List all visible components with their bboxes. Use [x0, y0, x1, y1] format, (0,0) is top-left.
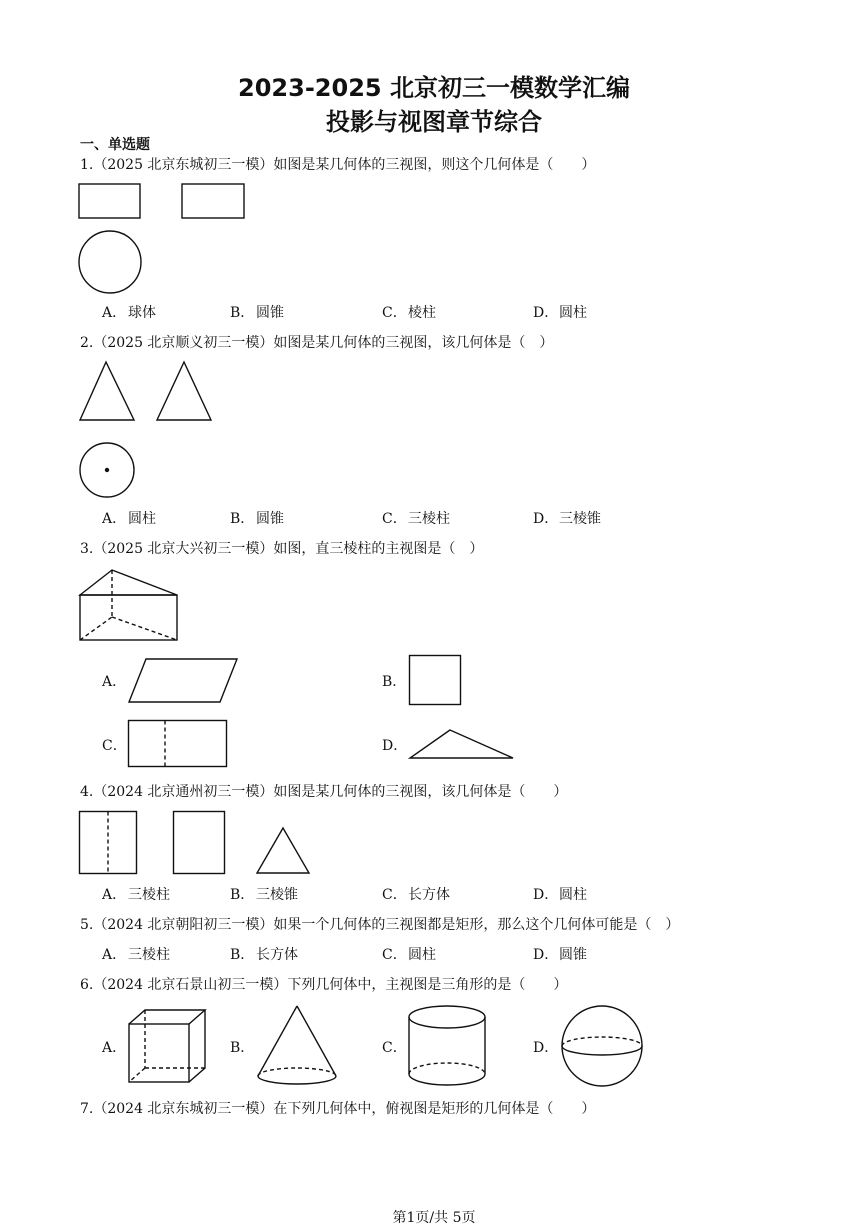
question-3-option-b-square[interactable] [408, 654, 464, 708]
question-6-option-b-label[interactable]: B． [230, 1040, 255, 1056]
question-6-option-a-label[interactable]: A． [102, 1040, 127, 1056]
q3a-parallelogram-shape [129, 659, 237, 702]
q3-hidden-edge-left [80, 617, 112, 640]
question-6-option-b-cone[interactable] [256, 1004, 340, 1088]
q6d-sphere-equator-front [562, 1046, 642, 1055]
question-4-option-a[interactable]: A． 三棱柱 [102, 887, 170, 903]
question-1-option-b[interactable]: B． 圆锥 [230, 305, 284, 321]
question-5-option-c[interactable]: C．圆柱 [382, 947, 436, 963]
question-1-stem: 1.（2025 北京东城初三一模）如图是某几何体的三视图，则这个几何体是（ ） [80, 157, 596, 173]
question-4-option-d[interactable]: D．圆柱 [533, 887, 587, 903]
q3c-rectangle-shape [129, 721, 227, 767]
question-5-option-d[interactable]: D．圆锥 [533, 947, 587, 963]
q4-side-view-rectangle [174, 812, 225, 874]
q1-front-view-rectangle [79, 184, 140, 218]
q1-top-view-circle [79, 231, 141, 293]
question-3-option-b-label[interactable]: B． [382, 674, 407, 690]
question-6-option-d-label[interactable]: D． [533, 1040, 559, 1056]
question-1-option-d[interactable]: D．圆柱 [533, 305, 587, 321]
q6b-cone-base-front [258, 1076, 336, 1084]
question-2-option-a[interactable]: A． 圆柱 [102, 511, 156, 527]
question-2-option-c[interactable]: C．三棱柱 [382, 511, 450, 527]
question-4-option-b[interactable]: B． 三棱锥 [230, 887, 298, 903]
question-5-option-a[interactable]: A． 三棱柱 [102, 947, 170, 963]
question-1-option-a[interactable]: A． 球体 [102, 305, 156, 321]
question-2-option-b[interactable]: B． 圆锥 [230, 511, 284, 527]
question-3-option-c-label[interactable]: C． [102, 738, 127, 754]
question-4-stem: 4.（2024 北京通州初三一模）如图是某几何体的三视图，该几何体是（ ） [80, 784, 568, 800]
question-6-option-c-cylinder[interactable] [407, 1004, 489, 1088]
question-4-option-c[interactable]: C．长方体 [382, 887, 450, 903]
q6b-cone-left-side [258, 1006, 297, 1076]
document-title: 2023-2025 北京初三一模数学汇编 [238, 74, 630, 102]
q4-top-view-triangle [257, 828, 309, 873]
question-2-stem: 2.（2025 北京顺义初三一模）如图是某几何体的三视图，该几何体是（ ） [80, 335, 554, 351]
question-3-option-a-parallelogram[interactable] [128, 657, 240, 705]
q3b-square-shape [410, 656, 461, 705]
q3-hidden-edge-right [112, 617, 177, 640]
question-1-option-c[interactable]: C．棱柱 [382, 305, 436, 321]
q1-side-view-rectangle [182, 184, 244, 218]
q6a-cube-top-edges [129, 1010, 205, 1024]
question-5-option-b[interactable]: B． 长方体 [230, 947, 298, 963]
question-2-three-views-figure [78, 360, 218, 500]
question-6-stem: 6.（2024 北京石景山初三一模）下列几何体中，主视图是三角形的是（ ） [80, 977, 568, 993]
question-5-stem: 5.（2024 北京朝阳初三一模）如果一个几何体的三视图都是矩形，那么这个几何体可能是（ ） [80, 917, 680, 933]
question-2-option-d[interactable]: D．三棱锥 [533, 511, 601, 527]
q6c-cylinder-bottom-front [409, 1074, 485, 1085]
q6b-cone-base-back [258, 1068, 336, 1076]
question-6-option-d-sphere[interactable] [560, 1004, 646, 1090]
q6d-sphere-equator-back [562, 1037, 642, 1046]
q3d-triangle-shape [410, 730, 513, 758]
q6b-cone-right-side [297, 1006, 336, 1076]
q2-center-dot [105, 468, 109, 472]
question-3-option-a-label[interactable]: A． [102, 674, 127, 690]
q6c-cylinder-bottom-back [409, 1063, 485, 1074]
question-3-option-d-triangle[interactable] [409, 728, 517, 762]
question-3-prism-figure [78, 568, 182, 644]
question-3-option-d-label[interactable]: D． [382, 738, 408, 754]
document-subtitle: 投影与视图章节综合 [326, 108, 542, 136]
question-7-stem: 7.（2024 北京东城初三一模）在下列几何体中，俯视图是矩形的几何体是（ ） [80, 1101, 596, 1117]
q6d-sphere-outline [562, 1006, 642, 1086]
question-6-option-c-label[interactable]: C． [382, 1040, 407, 1056]
question-1-three-views-figure [78, 183, 248, 299]
question-3-stem: 3.（2025 北京大兴初三一模）如图，直三棱柱的主视图是（ ） [80, 541, 484, 557]
section-heading: 一、单选题 [80, 137, 150, 153]
q6c-cylinder-top [409, 1006, 485, 1028]
question-3-option-c-rectangle[interactable] [127, 719, 229, 769]
q6a-cube-right-edges [189, 1010, 205, 1082]
q3-prism-front-face [80, 595, 177, 640]
q2-front-view-triangle [80, 362, 134, 420]
question-6-option-a-cube[interactable] [127, 1008, 209, 1086]
page-footer: 第1页/共 5页 [392, 1210, 476, 1226]
q2-side-view-triangle [157, 362, 211, 420]
q3-prism-top-face [80, 570, 177, 595]
question-4-three-views-figure [78, 810, 314, 878]
q6a-hidden-diagonal-edge [129, 1068, 145, 1082]
